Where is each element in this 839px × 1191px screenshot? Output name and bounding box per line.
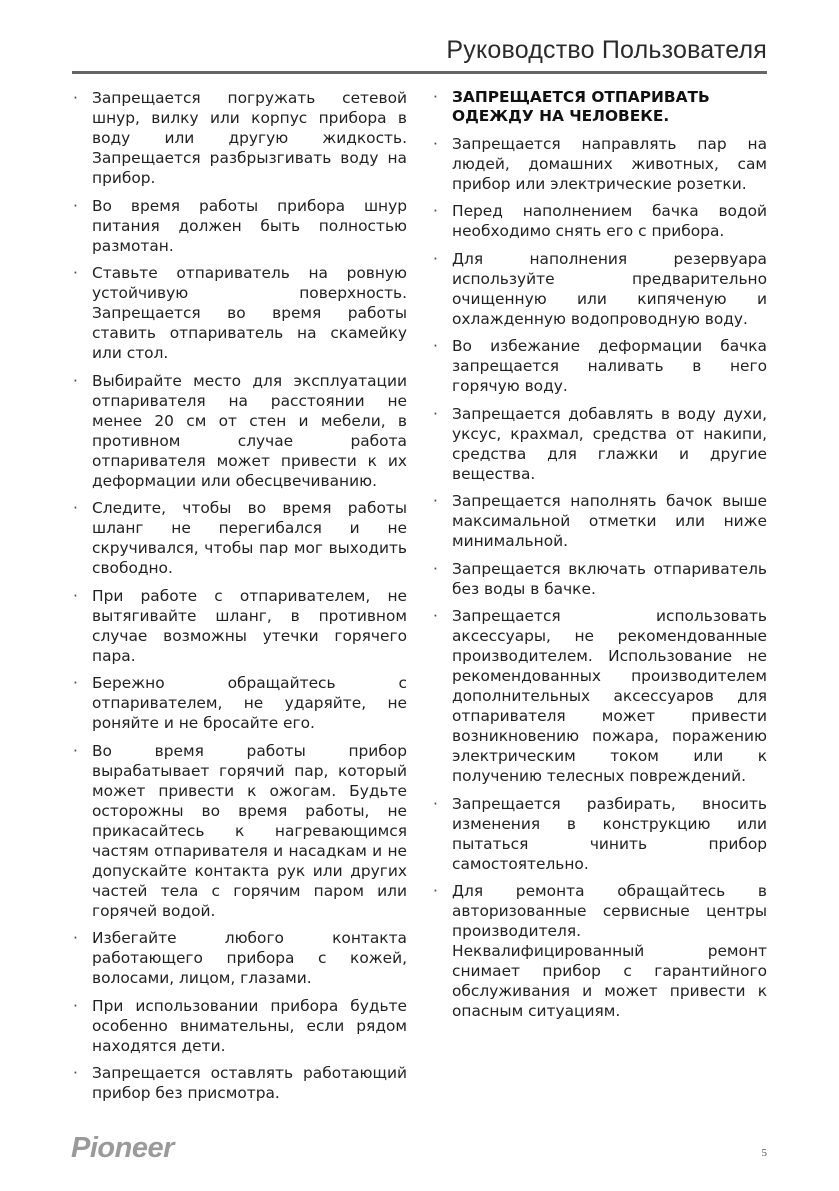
list-item: · Запрещается использовать аксессуары, не рекомендованные производителем. Использование не рекомендованных производителем дополнительных аксессуаров для отпаривателя может привести возникновению пожара, поражению электрическим током или к получению телесных повреждений. [432,606,767,786]
list-item: · Для ремонта обращайтесь в авторизованные сервисные центры производителя. Неквалифицированный ремонт снимает прибор с гарантийного обслуживания и может привести к опасным ситуациям. [432,881,767,1021]
list-item: · Во время работы прибор вырабатывает горячий пар, который может привести к ожогам. Будьте осторожны во время работы, не прикасайтесь к нагревающимся частям отпаривателя и насадкам и не допускайте контакта рук или других частей тела с горячим паром или горячей водой. [72,741,407,921]
brand-logo: Pioneer [71,1132,174,1164]
list-item: · Для наполнения резервуара используйте предварительно очищенную или кипяченую и охлажденную водопроводную воду. [432,249,767,329]
warning-heading: · ЗАПРЕЩАЕТСЯ ОТПАРИВАТЬ ОДЕЖДУ НА ЧЕЛОВЕКЕ. [432,88,767,126]
list-item: · Ставьте отпариватель на ровную устойчивую поверхность. Запрещается во время работы ставить отпариватель на скамейку или стол. [72,263,407,363]
list-item: · При работе с отпаривателем, не вытягивайте шланг, в противном случае возможны утечки горячего пара. [72,586,407,666]
header-divider [72,71,767,74]
left-warning-list [72,88,407,1103]
list-item: · Выбирайте место для эксплуатации отпаривателя на расстоянии не менее 20 см от стен и мебели, в противном случае работа отпаривателя может привести к их деформации или обесцвечиванию. [72,371,407,491]
list-item: · Запрещается разбирать, вносить изменения в конструкцию или пытаться чинить прибор самостоятельно. [432,794,767,874]
list-item: · Во избежание деформации бачка запрещается наливать в него горячую воду. [432,336,767,396]
list-item: · Запрещается оставлять работающий прибор без присмотра. [72,1063,407,1103]
left-column [72,88,407,1111]
right-column [432,88,767,1029]
list-item: · Запрещается добавлять в воду духи, уксус, крахмал, средства от накипи, средства для глажки и другие вещества. [432,404,767,484]
right-warning-list [432,134,767,1022]
list-item: · Перед наполнением бачка водой необходимо снять его с прибора. [432,201,767,241]
list-item: · Запрещается включать отпариватель без воды в бачке. [432,559,767,599]
list-item: · Запрещается погружать сетевой шнур, вилку или корпус прибора в воду или другую жидкость. Запрещается разбрызгивать воду на прибор. [72,88,407,188]
page-title: Руководство Пользователя [446,36,767,64]
page-number: 5 [761,1147,767,1159]
list-item: · Избегайте любого контакта работающего прибора с кожей, волосами, лицом, глазами. [72,928,407,988]
list-item: · При использовании прибора будьте особенно внимательны, если рядом находятся дети. [72,996,407,1056]
list-item: · Запрещается направлять пар на людей, домашних животных, сам прибор или электрические розетки. [432,134,767,194]
list-item: · Бережно обращайтесь с отпаривателем, не ударяйте, не роняйте и не бросайте его. [72,673,407,733]
list-item: · Во время работы прибора шнур питания должен быть полностью размотан. [72,196,407,256]
list-item: · Запрещается наполнять бачок выше максимальной отметки или ниже минимальной. [432,491,767,551]
list-item: · Следите, чтобы во время работы шланг не перегибался и не скручивался, чтобы пар мог выходить свободно. [72,498,407,578]
